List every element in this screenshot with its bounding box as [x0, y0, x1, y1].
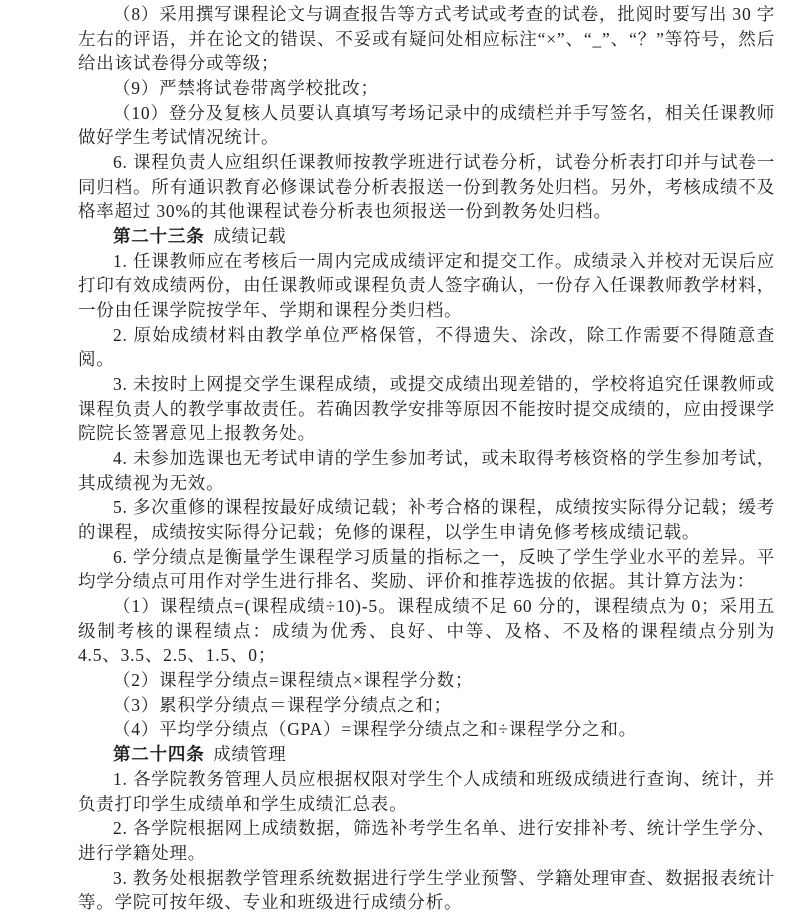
- paragraph-gpa-formula-3: （3）累积学分绩点＝课程学分绩点之和；: [113, 694, 452, 715]
- paragraph-record-2: 2. 原始成绩材料由教学单位严格保管，不得遗失、涂改，除工作需要不得随意查阅。: [78, 324, 775, 370]
- article-number: 第二十四条: [113, 744, 205, 765]
- paragraph-record-3: 3. 未按时上网提交学生课程成绩，或提交成绩出现差错的，学校将追究任课教师或课程负责人的教学事故责任。若确因教学安排等原因不能按时提交成绩的，应由授课学院院长签署意见上报教务处。: [78, 374, 775, 444]
- paragraph-gpa-formula-4: （4）平均学分绩点（GPA）=课程学分绩点之和÷课程学分之和。: [113, 719, 637, 740]
- paragraph-gpa-formula-2: （2）课程学分绩点=课程绩点×课程学分数；: [113, 670, 474, 691]
- paragraph-item-9: （9）严禁将试卷带离学校批改；: [113, 78, 379, 99]
- paragraph-record-4: 4. 未参加选课也无考试申请的学生参加考试，或未取得考核资格的学生参加考试，其成绩视为无效。: [78, 448, 775, 493]
- article-heading-24: [78, 742, 775, 767]
- article-number: 第二十三条: [113, 226, 205, 247]
- paragraph-manage-2: 2. 各学院根据网上成绩数据，筛选补考学生名单、进行安排补考、统计学生学分、进行学籍处理。: [78, 818, 775, 863]
- paragraph-exam-analysis: 6. 课程负责人应组织任课教师按教学班进行试卷分析，试卷分析表打印并与试卷一同归档。所有通识教育必修课试卷分析表报送一份到教务处归档。另外，考核成绩不及格率超过 30%的其他课程试卷分析表也须报送一份到教务处归档。: [78, 152, 775, 222]
- paragraph-record-1: 1. 任课教师应在考核后一周内完成成绩评定和提交工作。成绩录入并校对无误后应打印有效成绩两份，由任课教师或课程负责人签字确认，一份存入任课教师教学材料，一份由任课学院按学年、学期和课程分类归档。: [78, 250, 775, 321]
- paragraph-manage-3: 3. 教务处根据教学管理系统数据进行学生学业预警、学籍处理审查、数据报表统计等。学院可按年级、专业和班级进行成绩分析。: [78, 867, 775, 913]
- paragraph-manage-1: 1. 各学院教务管理人员应根据权限对学生个人成绩和班级成绩进行查询、统计，并负责打印学生成绩单和学生成绩汇总表。: [78, 768, 775, 814]
- paragraph-item-10: （10）登分及复核人员要认真填写考场记录中的成绩栏并手写签名，相关任课教师做好学生考试情况统计。: [78, 102, 775, 148]
- paragraph-item-8: （8）采用撰写课程论文与调查报告等方式考试或考查的试卷，批阅时要写出 30 字左右的评语，并在论文的错误、不妥或有疑问处相应标注“×”、“_”、“？”等符号，然后给出该试卷得分或等级；: [78, 4, 775, 74]
- article-title: 成绩记载: [213, 226, 287, 247]
- paragraph-record-6: 6. 学分绩点是衡量学生课程学习质量的指标之一，反映了学生学业水平的差异。平均学分绩点可用作对学生进行排名、奖励、评价和推荐选拔的依据。其计算方法为：: [78, 546, 775, 592]
- article-heading-23: [78, 224, 775, 249]
- paragraph-record-5: 5. 多次重修的课程按最好成绩记载；补考合格的课程，成绩按实际得分记载；缓考的课程，成绩按实际得分记载；免修的课程，以学生申请免修考核成绩记载。: [78, 497, 775, 543]
- article-title: 成绩管理: [213, 744, 287, 765]
- paragraph-gpa-formula-1: （1）课程绩点=(课程成绩÷10)-5。课程成绩不足 60 分的，课程绩点为 0；采用五级制考核的课程绩点：成绩为优秀、良好、中等、及格、不及格的课程绩点分别为 4.5、3.5、2.5、1.5、0；: [78, 596, 775, 666]
